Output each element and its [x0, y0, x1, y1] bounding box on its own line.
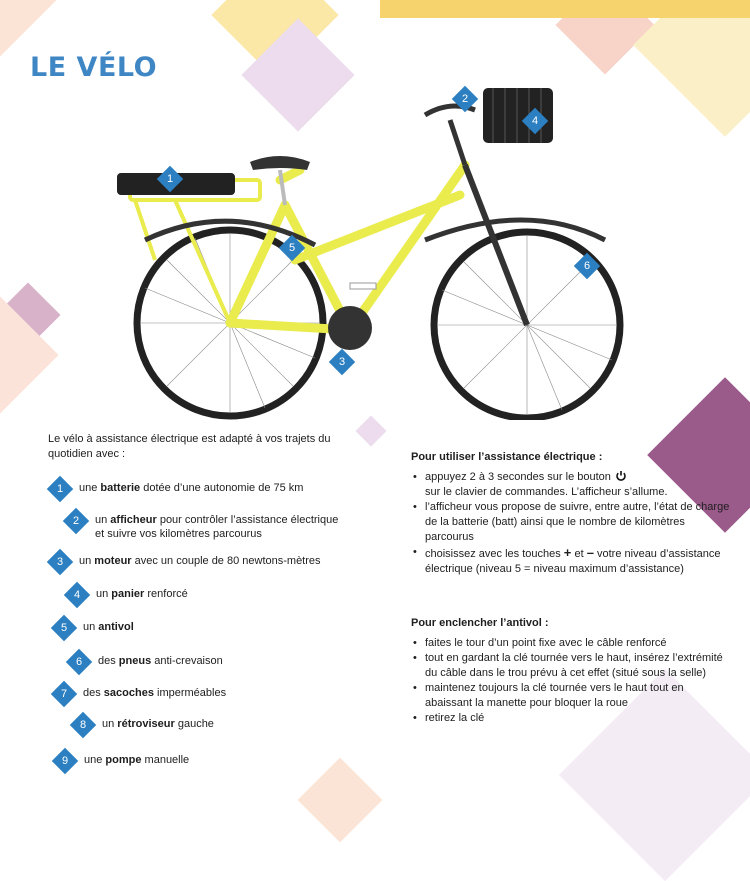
minus-icon: –: [586, 545, 594, 560]
plus-icon: +: [563, 545, 572, 560]
top-accent-bar: [380, 0, 750, 18]
intro-text: Le vélo à assistance électrique est adapté à vos trajets du quotidien avec :: [48, 433, 331, 460]
bike-marker-4: 4: [524, 110, 546, 132]
legend-item-9: 9 une pompe manuelle: [54, 753, 334, 772]
decor-diamond: [0, 0, 57, 57]
bike-marker-6: 6: [576, 255, 598, 277]
antivol-heading: Pour enclencher l’antivol :: [411, 617, 549, 629]
legend-item-4: 4 un panier renforcé: [66, 587, 346, 606]
assist-heading: Pour utiliser l’assistance électrique :: [411, 451, 603, 463]
legend-marker-6: 6: [68, 651, 90, 673]
bike-marker-5: 5: [281, 237, 303, 259]
legend-marker-5: 5: [53, 617, 75, 639]
legend-item-1: 1 une batterie dotée d’une autonomie de 75 km: [49, 481, 369, 500]
legend-marker-8: 8: [72, 714, 94, 736]
bike-marker-3: 3: [331, 351, 353, 373]
assist-item-3: • choisissez avec les touches + et – votre niveau d’assistance électrique (niveau 5 = niveau maximum d’assistance): [411, 545, 731, 577]
legend-marker-4: 4: [66, 584, 88, 606]
legend-marker-1: 1: [49, 478, 71, 500]
bicycle-illustration: [95, 70, 655, 420]
legend-marker-7: 7: [53, 683, 75, 705]
assist-item-2: • l’afficheur vous propose de suivre, entre autre, l’état de charge de la batterie (batt) ainsi que le nombre de kilomètres parcourus: [411, 500, 731, 545]
antivol-list: [411, 636, 731, 726]
legend-item-8: 8 un rétroviseur gauche: [72, 717, 352, 736]
antivol-item-1: • faites le tour d’un point fixe avec le câble renforcé: [411, 636, 731, 651]
bike-marker-1: 1: [159, 168, 181, 190]
power-icon: [615, 470, 627, 482]
page-title: LE VÉLO: [30, 52, 158, 83]
bike-marker-2: 2: [454, 88, 476, 110]
legend-marker-9: 9: [54, 750, 76, 772]
assist-list: [411, 470, 731, 577]
legend-item-7: 7 des sacoches imperméables: [53, 686, 333, 705]
legend-marker-3: 3: [49, 551, 71, 573]
antivol-item-4: • retirez la clé: [411, 711, 731, 726]
legend-item-6: 6 des pneus anti-crevaison: [68, 654, 348, 673]
legend-marker-2: 2: [65, 510, 87, 532]
legend-item-2: 2 un afficheur pour contrôler l’assistance électrique et suivre vos kilomètres parcourus: [65, 513, 345, 541]
antivol-item-2: • tout en gardant la clé tournée vers le haut, insérez l’extrémité du câble dans le trou prévu à cet effet (situé sous la selle): [411, 651, 731, 681]
antivol-item-3: • maintenez toujours la clé tournée vers le haut tout en abaissant la manette pour bloquer la roue: [411, 681, 731, 711]
legend-item-5: 5 un antivol: [53, 620, 333, 639]
assist-item-1: • appuyez 2 à 3 secondes sur le bouton sur le clavier de commandes. L’afficheur s’allume.: [411, 470, 731, 500]
decor-diamond: [355, 415, 386, 446]
legend-item-3: 3 un moteur avec un couple de 80 newtons-mètres: [49, 554, 389, 573]
